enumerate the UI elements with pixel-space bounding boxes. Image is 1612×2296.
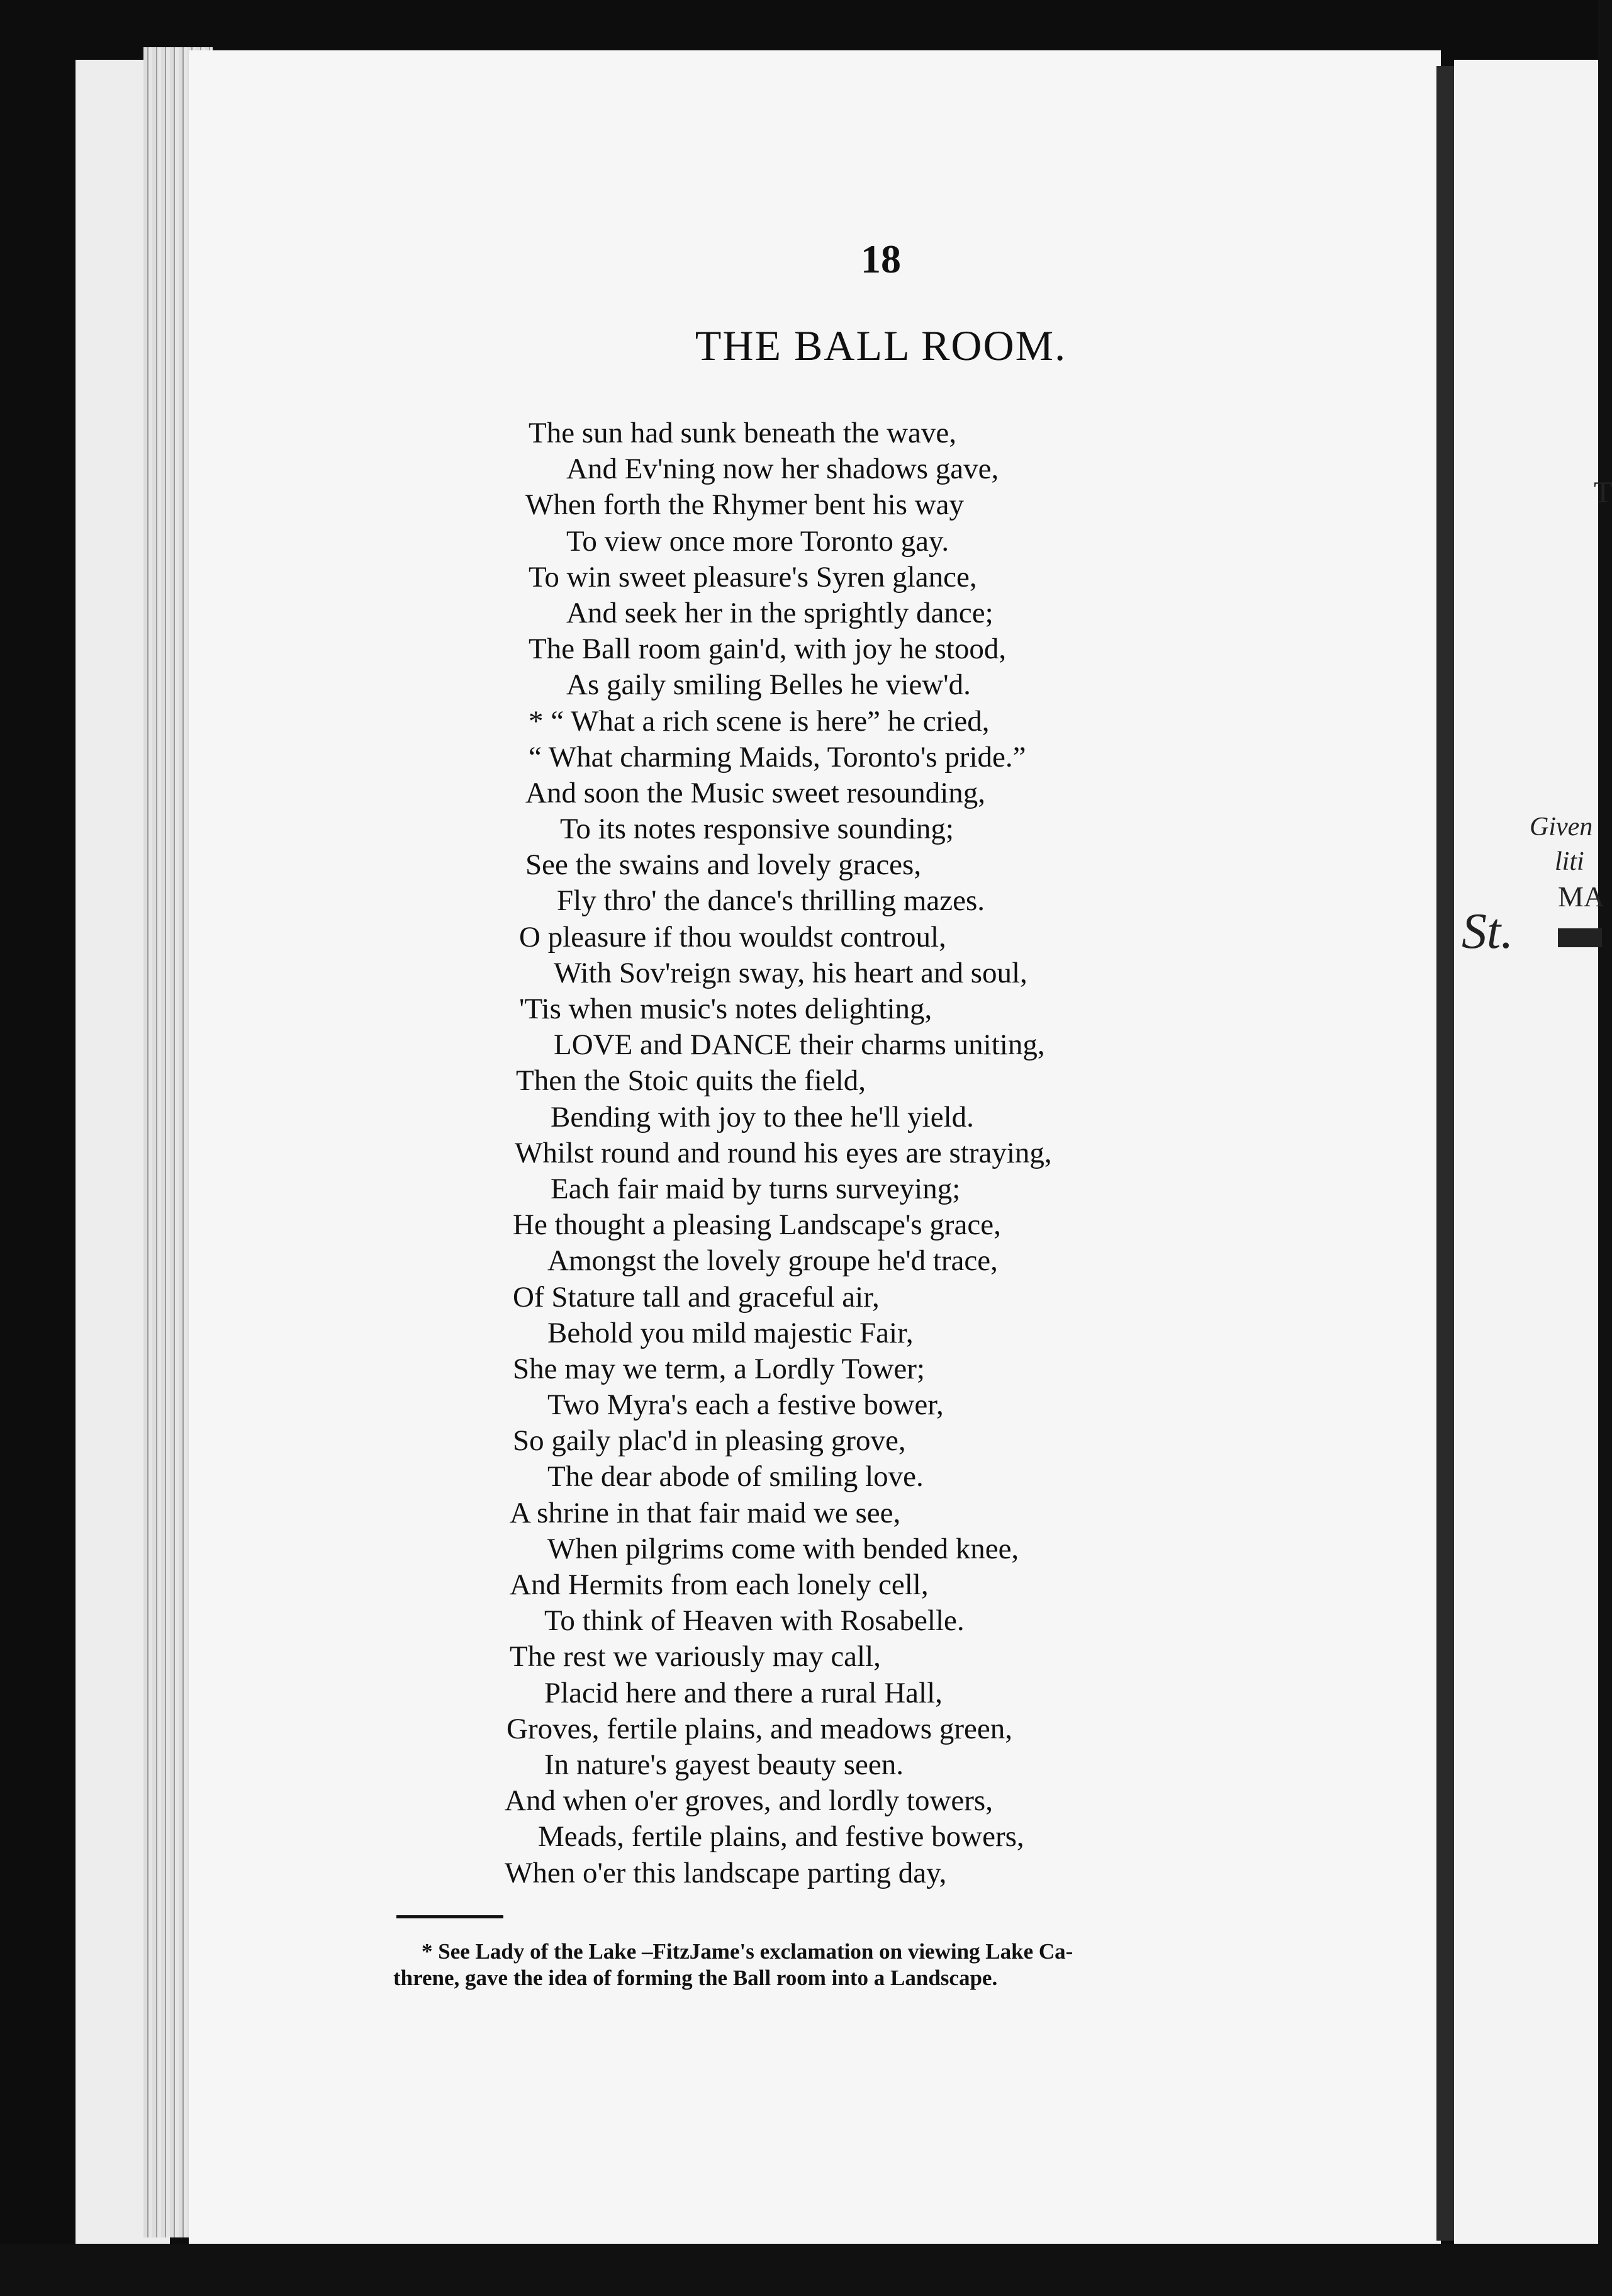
poem-line: As gaily smiling Belles he view'd. <box>566 668 971 702</box>
poem-line: Two Myra's each a festive bower, <box>547 1388 944 1422</box>
poem-line: And Ev'ning now her shadows gave, <box>566 453 999 486</box>
poem-line: O pleasure if thou wouldst controul, <box>519 920 946 954</box>
poem-line: And Hermits from each lonely cell, <box>510 1568 929 1601</box>
poem-line: To think of Heaven with Rosabelle. <box>544 1604 965 1638</box>
facing-page-fragment: Given <box>1530 813 1593 841</box>
poem-line: Behold you mild majestic Fair, <box>547 1316 914 1349</box>
poem-line: Meads, fertile plains, and festive bowers, <box>538 1820 1024 1854</box>
poem-line: Amongst the lovely groupe he'd trace, <box>547 1244 998 1278</box>
poem-line: To its notes responsive sounding; <box>560 813 954 846</box>
scan-border-bottom <box>0 2244 1598 2296</box>
poem-line: Each fair maid by turns surveying; <box>551 1172 961 1205</box>
poem-line: Then the Stoic quits the field, <box>516 1064 866 1098</box>
poem-line: When forth the Rhymer bent his way <box>525 488 964 522</box>
poem-line: See the swains and lovely graces, <box>525 848 922 882</box>
footnote <box>393 1939 1337 1991</box>
footnote-line: threne, gave the idea of forming the Ball room into a Landscape. <box>393 1966 998 1990</box>
page-title: THE BALL ROOM. <box>695 322 1067 369</box>
facing-page-fragment: T <box>1594 476 1612 509</box>
poem-line: A shrine in that fair maid we see, <box>510 1496 901 1529</box>
page-number: 18 <box>861 237 901 281</box>
poem-line: LOVE and DANCE their charms uniting, <box>554 1028 1045 1062</box>
poem-line: She may we term, a Lordly Tower; <box>513 1352 925 1385</box>
book-gutter <box>1436 66 1454 2241</box>
poem-line: And seek her in the sprightly dance; <box>566 596 994 629</box>
poem-line: When o'er this landscape parting day, <box>505 1856 947 1889</box>
footnote-rule <box>396 1915 503 1918</box>
facing-page-ink-mark <box>1558 928 1602 947</box>
poem-line: Fly thro' the dance's thrilling mazes. <box>557 884 985 918</box>
poem-line: And soon the Music sweet resounding, <box>525 776 986 809</box>
facing-page-fragment: liti <box>1555 847 1584 876</box>
poem-line: To view once more Toronto gay. <box>566 524 949 558</box>
poem-line: Groves, fertile plains, and meadows green, <box>507 1712 1012 1745</box>
poem-line: With Sov'reign sway, his heart and soul, <box>554 956 1027 989</box>
facing-page <box>1454 60 1612 2244</box>
poem-line: In nature's gayest beauty seen. <box>544 1748 904 1781</box>
poem-line: The sun had sunk beneath the wave, <box>529 417 956 449</box>
poem-line: When pilgrims come with bended knee, <box>547 1532 1019 1565</box>
facing-page-fragment: MA <box>1558 881 1605 913</box>
poem-line: Placid here and there a rural Hall, <box>544 1676 943 1709</box>
poem-line: The dear abode of smiling love. <box>547 1460 924 1494</box>
poem-line: * “ What a rich scene is here” he cried, <box>529 704 990 738</box>
poem-line: “ What charming Maids, Toronto's pride.” <box>529 740 1026 774</box>
poem-line: Of Stature tall and graceful air, <box>513 1280 880 1314</box>
poem-line: To win sweet pleasure's Syren glance, <box>529 560 977 594</box>
poem-line: He thought a pleasing Landscape's grace, <box>513 1208 1001 1242</box>
footnote-line: * See Lady of the Lake –FitzJame's exclamation on viewing Lake Ca- <box>422 1939 1073 1964</box>
poem-line: Bending with joy to thee he'll yield. <box>551 1100 974 1134</box>
poem-line: And when o'er groves, and lordly towers, <box>505 1784 993 1818</box>
poem <box>491 415 1309 1891</box>
poem-line: The Ball room gain'd, with joy he stood, <box>529 633 1007 666</box>
poem-line: So gaily plac'd in pleasing grove, <box>513 1424 906 1458</box>
facing-page-fragment: St. <box>1462 904 1514 959</box>
poem-line: Whilst round and round his eyes are straying, <box>515 1136 1052 1169</box>
poem-line: The rest we variously may call, <box>510 1640 881 1674</box>
poem-line: 'Tis when music's notes delighting, <box>519 993 932 1025</box>
